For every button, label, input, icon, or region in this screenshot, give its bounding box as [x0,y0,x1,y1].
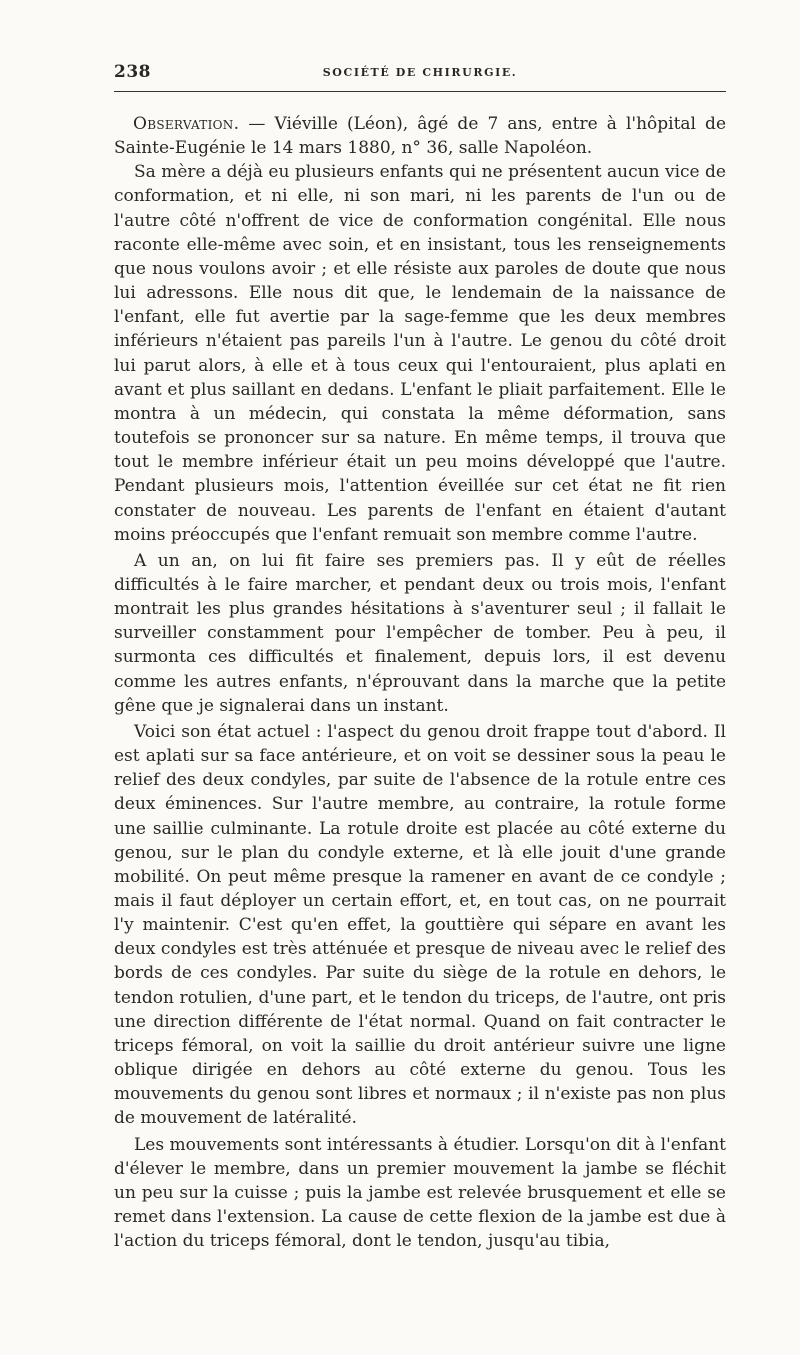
page-header [114,62,726,86]
paragraph-history: Sa mère a déjà eu plusieurs enfants qui ne présentent aucun vice de conformation, et ni elle, ni son mari, ni les parents de l'un ou de l'autre côté n'offrent de vice de conformation congénital. Elle nous raconte elle-même avec soin, et en insistant, tous les renseignements que nous voulons avoir ; et elle résiste aux paroles de doute que nous lui adressons. Elle nous dit que, le lendemain de la naissance de l'enfant, elle fut avertie par la sage-femme que les deux membres inférieurs n'étaient pas pareils l'un à l'autre. Le genou du côté droit lui parut alors, à elle et à tous ceux qui l'entouraient, plus aplati en avant et plus saillant en dedans. L'enfant le pliait parfaitement. Elle le montra à un médecin, qui constata la même déformation, sans toutefois se prononcer sur sa nature. En même temps, il trouva que tout le membre inférieur était un peu moins développé que l'autre. Pendant plusieurs mois, l'attention éveillée sur cet état ne fit rien constater de nouveau. Les parents de l'enfant en étaient d'autant moins préoccupés que l'enfant remuait son membre comme l'autre. [114,162,726,545]
observation-label: Observation. [133,114,240,134]
running-title: SOCIÉTÉ DE CHIRURGIE. [322,66,518,79]
page-number: 238 [114,62,151,82]
observation-dash: — [239,114,275,134]
paragraph-movements: Les mouvements sont intéressants à étudier. Lorsqu'on dit à l'enfant d'élever le membre, dans un premier mouvement la jambe se fléchit un peu sur la cuisse ; puis la jambe est relevée brusquement et elle se remet dans l'extension. La cause de cette flexion de la jambe est due à l'action du triceps fémoral, dont le tendon, jusqu'au tibia, [114,1134,726,1252]
observation-paragraph [114,112,726,160]
paragraph-first-steps: A un an, on lui fit faire ses premiers pas. Il y eût de réelles difficultés à le faire marcher, et pendant deux ou trois mois, l'enfant montrait les plus grandes hésitations à s'aventurer seul ; il fallait le surveiller constamment pour l'empêcher de tomber. Peu à peu, il surmonta ces difficultés et finalement, depuis lors, il est devenu comme les autres enfants, n'éprouvant dans la marche que la petite gêne que je signalerai dans un instant. [114,550,726,716]
body-text [114,112,726,1253]
paragraph-current-state: Voici son état actuel : l'aspect du genou droit frappe tout d'abord. Il est aplati sur sa face antérieure, et on voit se dessiner sous la peau le relief des deux condyles, par suite de l'absence de la rotule entre ces deux éminences. Sur l'autre membre, au contraire, la rotule forme une saillie culminante. La rotule droite est placée au côté externe du genou, sur le plan du condyle externe, et là elle jouit d'une grande mobilité. On peut même presque la ramener en avant de ce condyle ; mais il faut déployer un certain effort, et, en tout cas, on ne pourrait l'y maintenir. C'est qu'en effet, la gouttière qui sépare en avant les deux condyles est très atténuée et presque de niveau avec le relief des bords de ces condyles. Par suite du siège de la rotule en dehors, le tendon rotulien, d'une part, et le tendon du triceps, de l'autre, ont pris une direction différente de l'état normal. Quand on fait contracter le triceps fémoral, on voit la saillie du droit antérieur suivre une ligne oblique dirigée en dehors au côté externe du genou. Tous les mouvements du genou sont libres et normaux ; il n'existe pas non plus de mouvement de latéralité. [114,721,726,1129]
header-rule [114,91,726,92]
observation-text: Viéville (Léon), âgé de 7 ans, entre à l'hôpital de Sainte-Eugénie le 14 mars 1880, n° 36, salle Napoléon. [114,114,727,159]
